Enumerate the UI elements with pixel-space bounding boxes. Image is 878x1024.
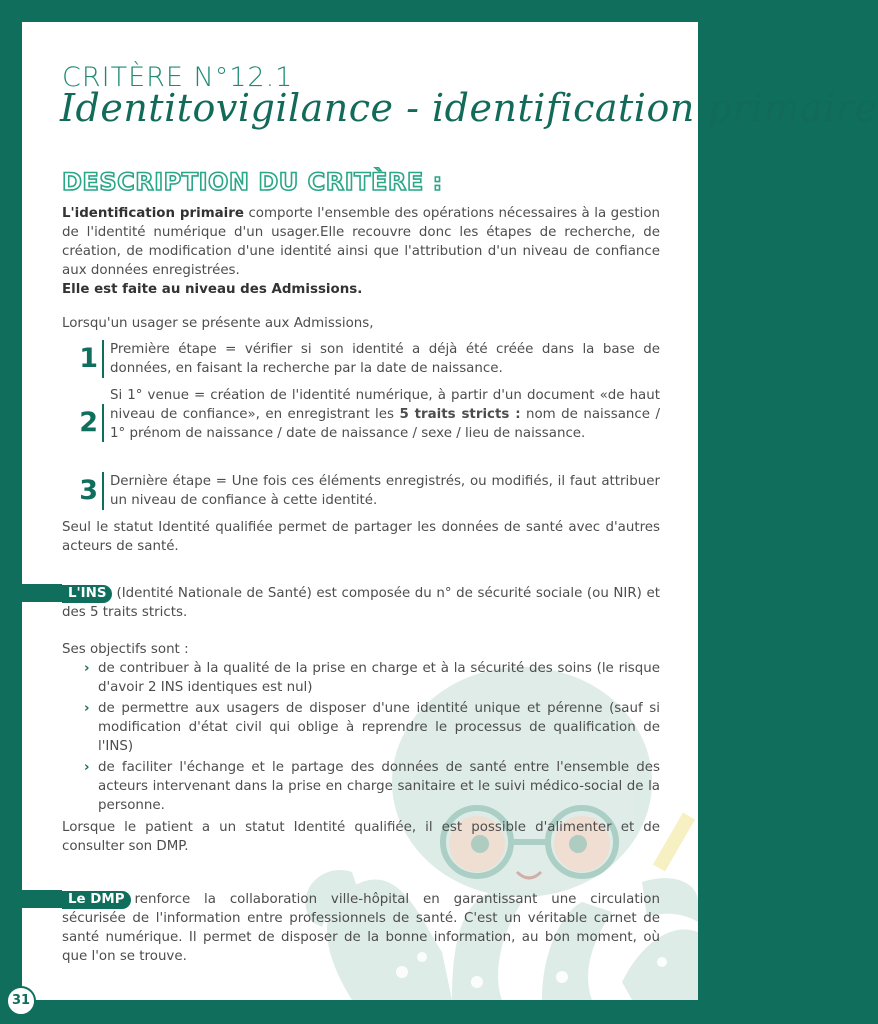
step-number: 1 [78,340,104,378]
list-item: › de faciliter l'échange et le partage des données de santé entre l'ensemble des acteurs intervenant dans la prise en charge sanitaire et le suivi médico-social de la personne. [84,760,660,813]
ins-text: (Identité Nationale de Santé) est composée du n° de sécurité sociale (ou NIR) et des 5 traits stricts. [62,586,660,620]
step-text: Première étape = vérifier si son identité a déjà été créée dans la base de données, en faisant la recherche par la date de naissance. [110,342,660,376]
objectives-list [84,659,660,817]
list-item: › de contribuer à la qualité de la prise en charge et à la sécurité des soins (le risque d'avoir 2 INS identiques est nul) [84,661,660,695]
objectives-lead: Ses objectifs sont : [62,642,189,657]
step-text-a: Si 1° venue = création de l'identité numérique, à partir d'un document «de haut niveau de confiance», en enregistrant les [110,388,660,422]
step-number: 3 [78,472,104,510]
admissions-lead: Lorsqu'un usager se présente aux Admissions, [62,316,374,331]
intro-bold-lead: L'identification primaire [62,206,244,221]
criterion-number: CRITÈRE N°12.1 [62,62,294,93]
qualified-note: Seul le statut Identité qualifiée permet de partager les données de santé avec d'autres acteurs de santé. [62,520,660,554]
step-text-bold: 5 traits stricts : [399,407,521,422]
section-heading: DESCRIPTION DU CRITÈRE : [62,168,443,196]
chevron-right-icon: › [84,661,90,676]
step-number: 2 [78,404,104,442]
intro-bold-line: Elle est faite au niveau des Admissions. [62,282,363,297]
list-item: › de permettre aux usagers de disposer d'une identité unique et pérenne (sauf si modification d'état civil qui oblige à reprendre le processus de qualification de l'INS) [84,701,660,754]
document-page [22,22,878,1000]
step-text: Dernière étape = Une fois ces éléments enregistrés, ou modifiés, il faut attribuer un niveau de confiance à cette identité. [110,474,660,508]
intro-paragraph [62,204,660,299]
step-text [110,386,660,443]
dmp-tag: Le DMP [62,891,131,909]
ins-tag-bar [22,584,62,602]
page-title: Identitovigilance - identification primaire [60,86,878,130]
dmp-paragraph [62,890,660,966]
step-text-b: nom de naissance / 1° prénom de naissance / date de naissance / sexe / lieu de naissance. [110,407,660,441]
ins-tag: L'INS [62,585,112,603]
dmp-text: renforce la collaboration ville-hôpital en garantissant une circulation sécurisée de l'information entre professionnels de santé. C'est un véritable carnet de santé numérique. Il permet de disposer de la bonne information, au bon moment, où que l'on se trouve. [62,892,660,964]
dmp-note: Lorsque le patient a un statut Identité qualifiée, il est possible d'alimenter et de consulter son DMP. [62,820,660,854]
ins-paragraph [62,584,660,622]
page-number: 31 [6,986,36,1016]
chevron-right-icon: › [84,760,90,775]
chevron-right-icon: › [84,701,90,716]
intro-text: comporte l'ensemble des opérations nécessaires à la gestion de l'identité numérique d'un usager.Elle recouvre donc les étapes de recherche, de création, de modification d'une identité ainsi que l'attribution d'un niveau de confiance aux données enregistrées. [62,206,660,278]
dmp-tag-bar [22,890,62,908]
